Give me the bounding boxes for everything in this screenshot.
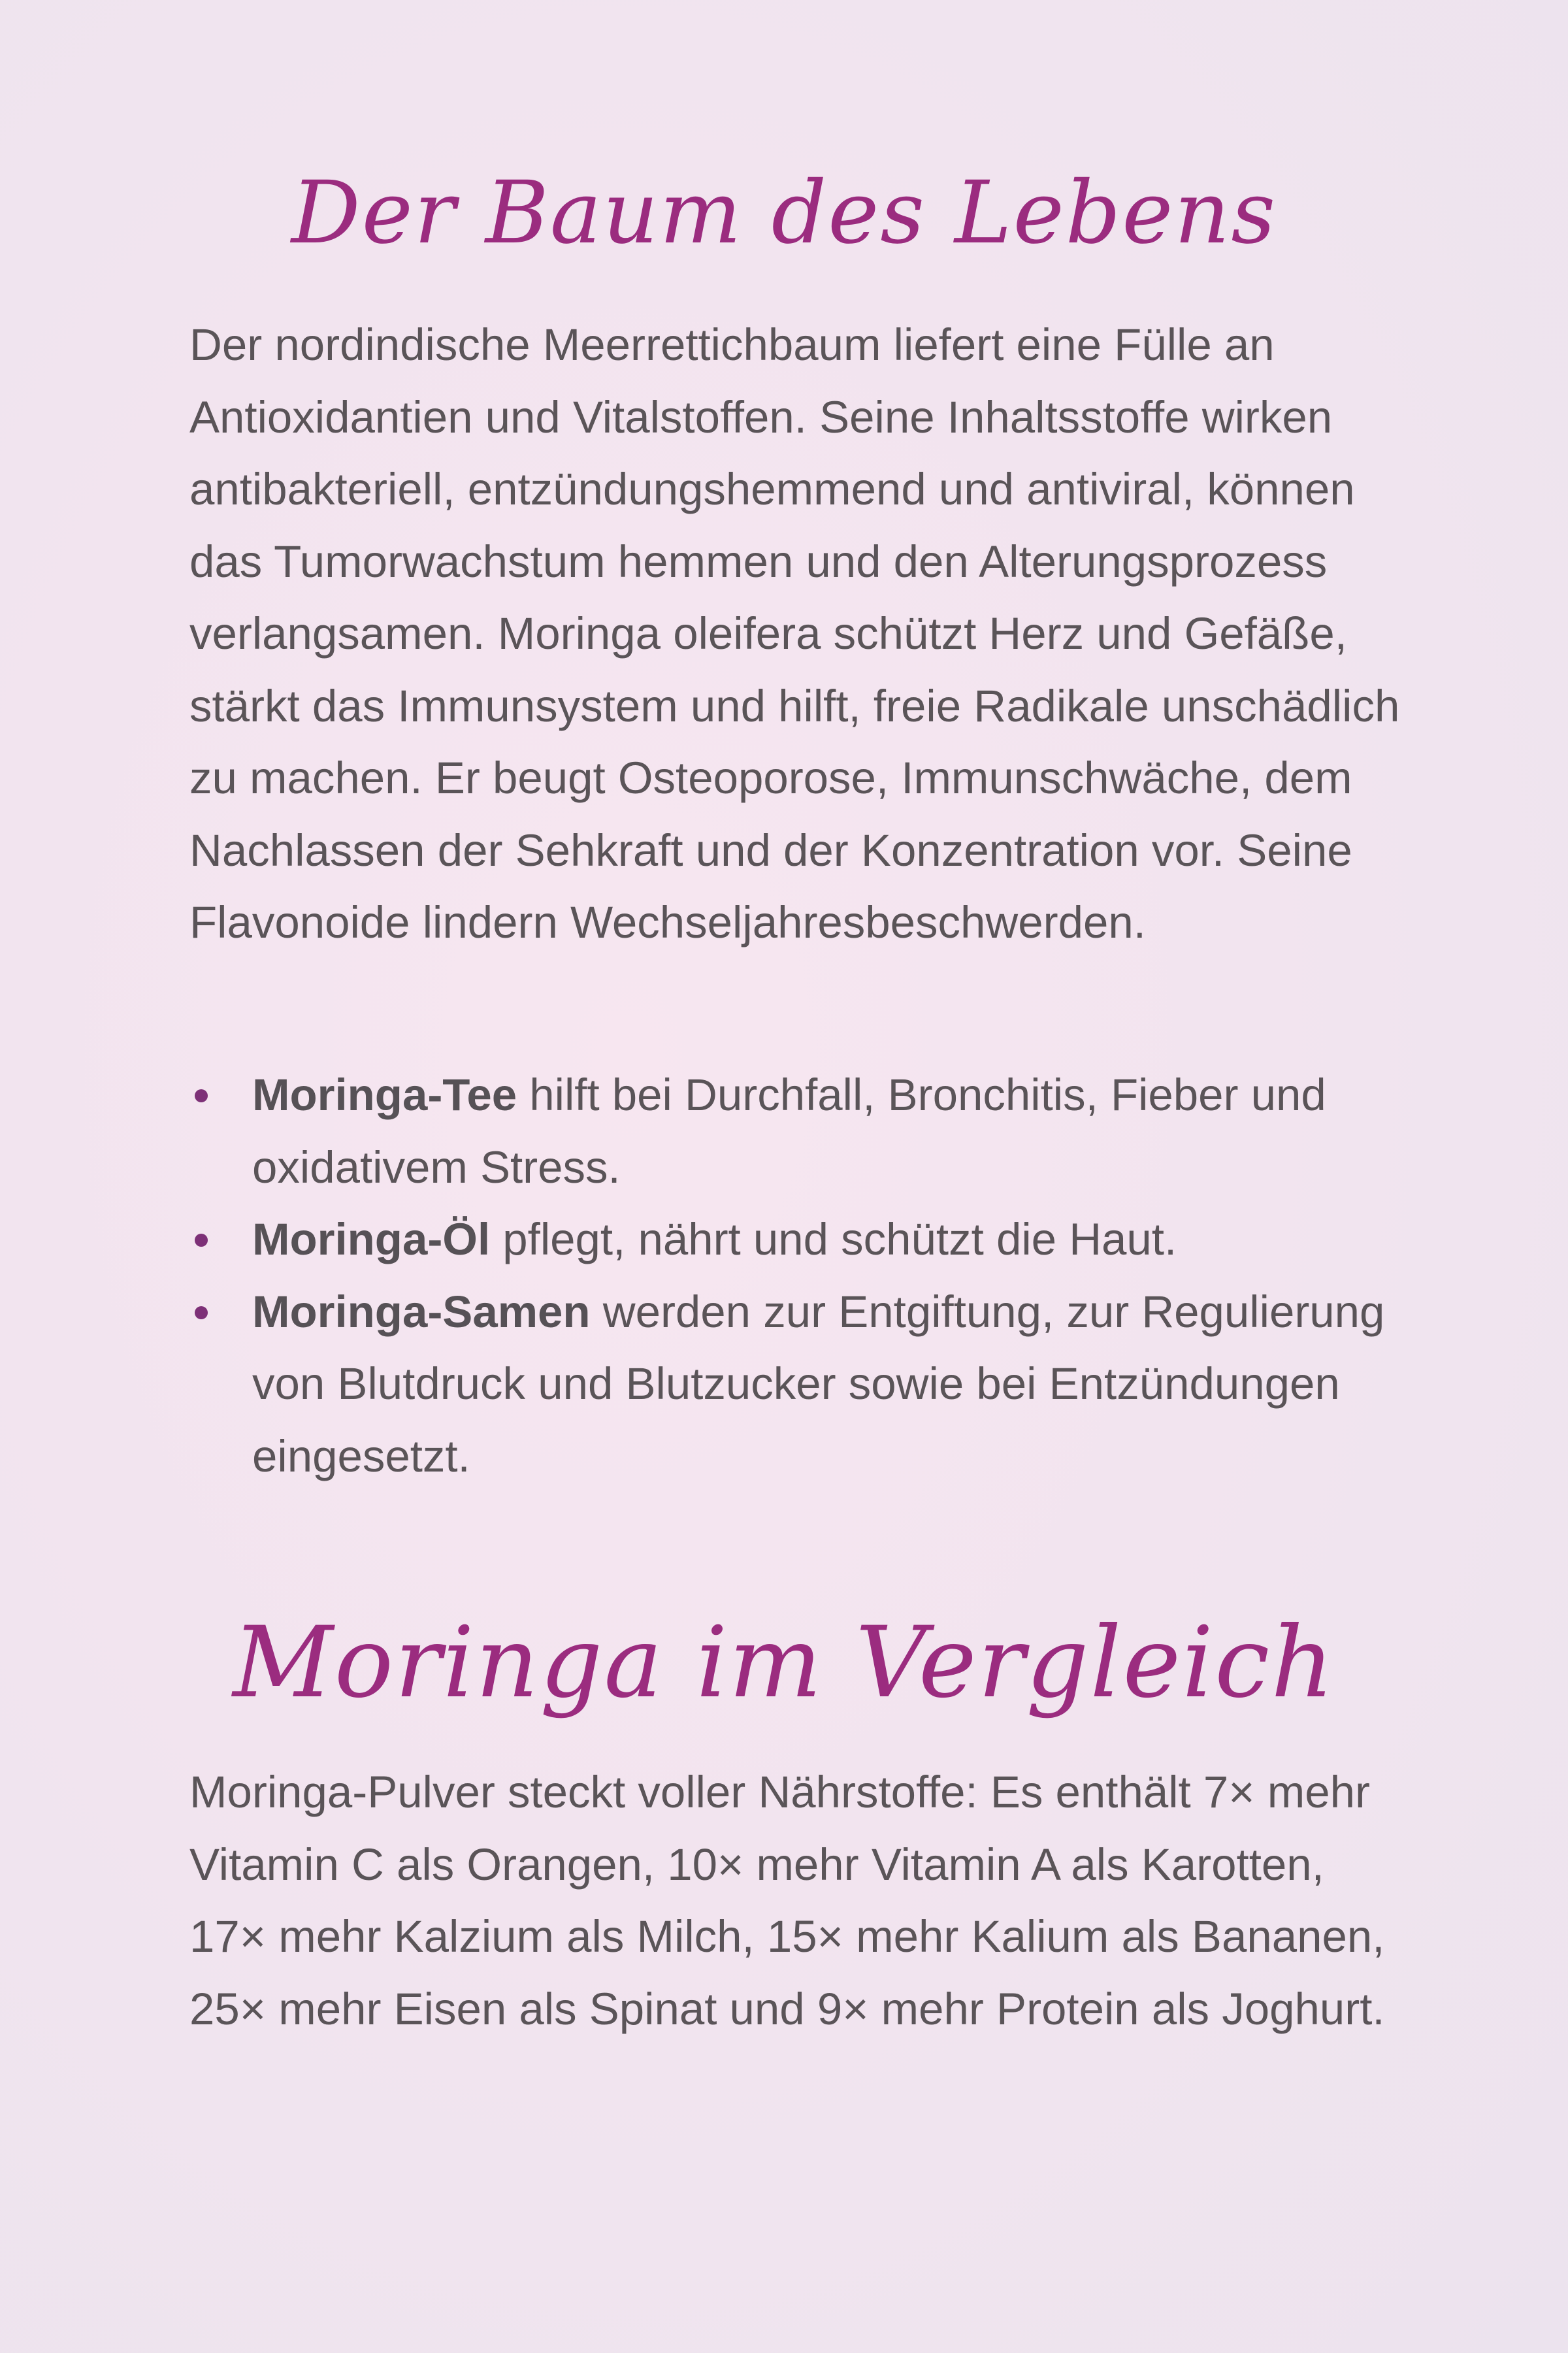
list-item-text: werden zur Entgiftung, zur Regulierung von Blutdruck und Blutzucker sowie bei Entzündungen eingesetzt. xyxy=(252,1286,1385,1481)
list-item-bold-term: Moringa-Samen xyxy=(252,1286,591,1337)
intro-paragraph: Der nordindische Meerrettichbaum liefert eine Fülle an Antioxidantien und Vitalstoffen. Seine Inhaltsstoffe wirken antibakteriell, entzündungshemmend und antiviral, können das Tumorwachstum hemmen und den Alterungsprozess verlangsamen. Moringa oleifera schützt Herz und Gefäße, stärkt das Immunsystem und hilft, freie Radikale unschädlich zu machen. Er beugt Osteoporose, Immunschwäche, dem Nachlassen der Sehkraft und der Konzentration vor. Seine Flavonoide lindern Wechseljahresbeschwerden. xyxy=(189,320,1400,947)
list-item-bold-term: Moringa-Tee xyxy=(252,1070,517,1120)
list-item xyxy=(189,1276,1405,1493)
list-item-bold-term: Moringa-Öl xyxy=(252,1214,491,1264)
list-item-text: pflegt, nährt und schützt die Haut. xyxy=(490,1214,1177,1264)
list-item xyxy=(189,1059,1405,1204)
section-title-baum-des-lebens: Der Baum des Lebens xyxy=(291,163,1277,263)
list-item-text: hilft bei Durchfall, Bronchitis, Fieber und oxidativem Stress. xyxy=(252,1070,1326,1193)
benefits-list xyxy=(189,1059,1405,1492)
bullet-dot-icon xyxy=(195,1306,208,1319)
bullet-dot-icon xyxy=(195,1234,208,1247)
comparison-paragraph: Moringa-Pulver steckt voller Nährstoffe: Es enthält 7× mehr Vitamin C als Orangen, 10× mehr Vitamin A als Karotten, 17× mehr Kalzium als Milch, 15× mehr Kalium als Bananen, 25× mehr Eisen als Spinat und 9× mehr Protein als Joghurt. xyxy=(189,1767,1385,2034)
section-title-moringa-im-vergleich: Moringa im Vergleich xyxy=(233,1606,1335,1720)
bullet-dot-icon xyxy=(195,1089,208,1102)
list-item xyxy=(189,1204,1405,1276)
